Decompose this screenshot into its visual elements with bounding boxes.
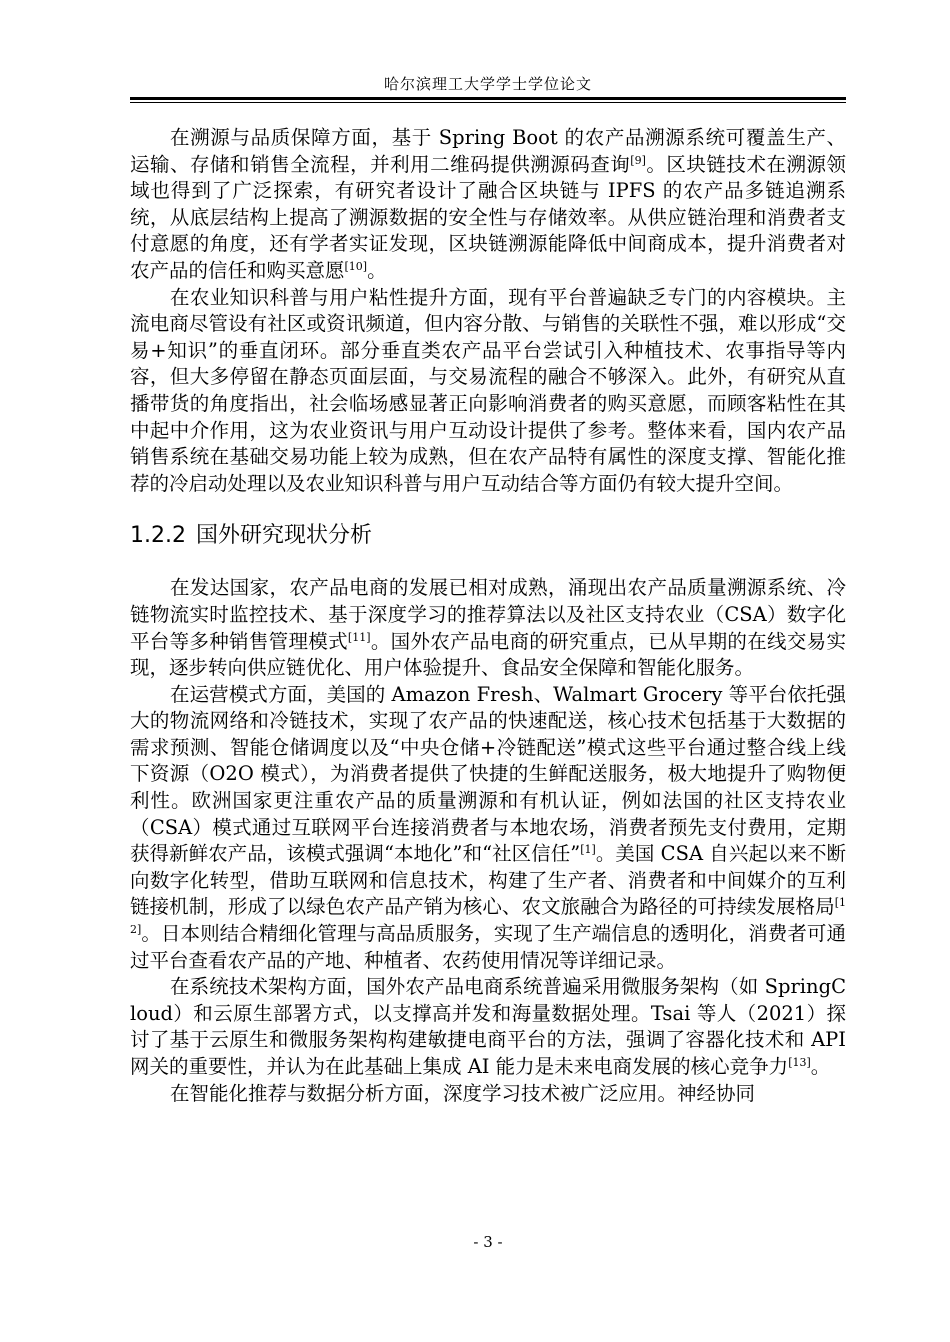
page-number: - 3 - xyxy=(473,1233,503,1251)
header-rule-thin xyxy=(130,102,846,103)
paragraph-operation-models: 在运营模式方面，美国的 Amazon Fresh、Walmart Grocery 等平台依托强大的物流网络和冷链技术，实现了农产品的快速配送，核心技术包括基于大数据的需求预测、智能仓储调度以及“中央仓储+冷链配送”模式这些平台通过整合线上线下资源（O2O 模式），为消费者提供了快捷的生鲜配送服务，极大地提升了购物便利性。欧洲国家更注重农产品的质量溯源和有机认证，例如法国的社区支持农业（CSA）模式通过互联网平台连接消费者与本地农场，消费者预先支付费用，定期获得新鲜农产品，该模式强调“本地化”和“社区信任”[1]。美国 CSA 自兴起以来不断向数字化转型，借助互联网和信息技术，构建了生产者、消费者和中间媒介的互利链接机制，形成了以绿色农产品产销为核心、农文旅融合为路径的可持续发展格局[12]。日本则结合精细化管理与高品质服务，实现了生产端信息的透明化，消费者可通过平台查看农产品的产地、种植者、农药使用情况等详细记录。 xyxy=(130,682,846,972)
citation: [12] xyxy=(130,896,846,937)
citation: [10] xyxy=(344,259,368,273)
paragraph-recommendation: 在智能化推荐与数据分析方面，深度学习技术被广泛应用。神经协同 xyxy=(170,1081,756,1105)
body-text xyxy=(130,125,846,1107)
citation: [9] xyxy=(630,153,646,167)
section-number: 1.2.2 xyxy=(130,523,186,549)
paragraph-knowledge: 在农业知识科普与用户粘性提升方面，现有平台普遍缺乏专门的内容模块。主流电商尽管设有社区或资讯频道，但内容分散、与销售的关联性不强，难以形成“交易+知识”的垂直闭环。部分垂直类农产品平台尝试引入种植技术、农事指导等内容，但大多停留在静态页面层面，与交易流程的融合不够深入。此外，有研究从直播带货的角度指出，社会临场感显著正向影响消费者的购买意愿，而顾客粘性在其中起中介作用，这为农业资讯与用户互动设计提供了参考。整体来看，国内农产品销售系统在基础交易功能上较为成熟，但在农产品特有属性的深度支撑、智能化推荐的冷启动处理以及农业知识科普与用户互动结合等方面仍有较大提升空间。 xyxy=(130,285,846,495)
running-header: 哈尔滨理工大学学士学位论文 xyxy=(383,75,592,93)
paragraph-traceability: 在溯源与品质保障方面，基于 Spring Boot 的农产品溯源系统可覆盖生产、运输、存储和销售全流程，并利用二维码提供溯源码查询[9]。区块链技术在溯源领域也得到了广泛探索，有研究者设计了融合区块链与 IPFS 的农产品多链追溯系统，从底层结构上提高了溯源数据的安全性与存储效率。从供应链治理和消费者支付意愿的角度，还有学者实证发现，区块链溯源能降低中间商成本，提升消费者对农产品的信任和购买意愿[10]。 xyxy=(130,126,846,282)
citation: [11] xyxy=(347,630,371,644)
citation: [1] xyxy=(580,843,596,857)
section-title: 国外研究现状分析 xyxy=(195,523,372,549)
paragraph-architecture: 在系统技术架构方面，国外农产品电商系统普遍采用微服务架构（如 SpringCloud）和云原生部署方式，以支撑高并发和海量数据处理。Tsai 等人（2021）探讨了基于云原生和微服务架构构建敏捷电商平台的方法，强调了容器化技术和 API 网关的重要性，并认为在此基础上集成 AI 能力是未来电商发展的核心竞争力[13]。 xyxy=(130,975,846,1078)
citation: [13] xyxy=(788,1056,811,1069)
header-rule-thick xyxy=(130,97,846,100)
paragraph-overview: 在发达国家，农产品电商的发展已相对成熟，涌现出农产品质量溯源系统、冷链物流实时监控技术、基于深度学习的推荐算法以及社区支持农业（CSA）数字化平台等多种销售管理模式[11]。国外农产品电商的研究重点，已从早期的在线交易实现，逐步转向供应链优化、用户体验提升、食品安全保障和智能化服务。 xyxy=(130,576,846,680)
section-heading xyxy=(130,521,846,551)
